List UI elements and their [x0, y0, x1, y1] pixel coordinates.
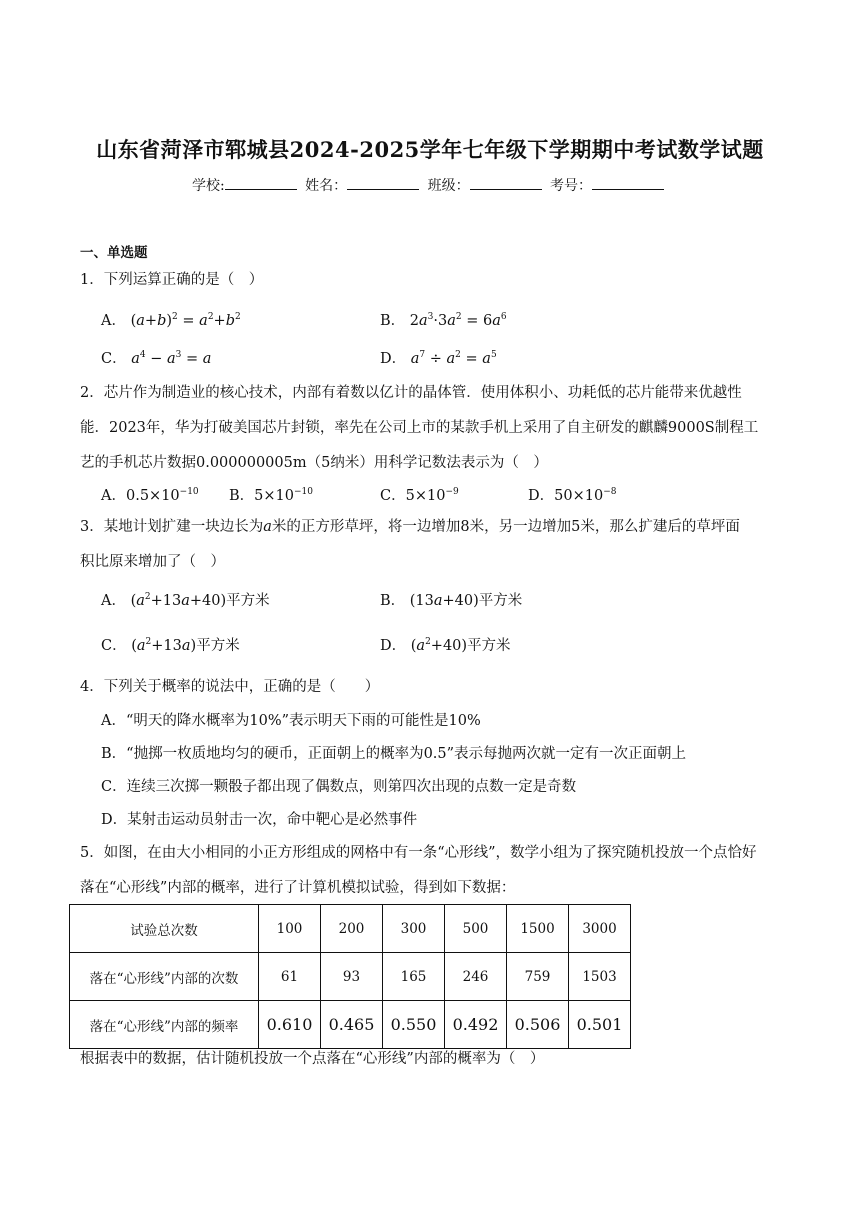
q4-option-d: D．某射击运动员射击一次，命中靶心是必然事件: [101, 812, 418, 828]
q1-stem: 1．下列运算正确的是（ ）: [80, 272, 264, 288]
class-label: 班级：: [427, 178, 470, 194]
table-cell: 61: [259, 953, 321, 1001]
page-title: 山东省菏泽市郓城县2024-2025学年七年级下学期期中考试数学试题: [96, 137, 764, 162]
table-cell: 300: [383, 905, 445, 953]
class-blank: [470, 177, 542, 190]
q1-option-a: A． $(a+b)^2 = a^2+b^2$: [101, 312, 241, 329]
q3-option-b: B． (13a+40)平方米: [380, 593, 523, 609]
q2-option-a: A．$0.5\times 10^{-10}$: [101, 487, 199, 504]
table-cell: 1500: [507, 905, 569, 953]
q1-option-c: C． $a^4 - a^3 = a$: [101, 350, 212, 367]
q1-option-b: B． $2a^3\cdot 3a^2 = 6a^6$: [380, 312, 507, 329]
table-row-head: 落在“心形线”内部的次数: [70, 953, 259, 1001]
q2-option-b: B．$5\times 10^{-10}$: [229, 487, 313, 504]
q4-option-a: A．“明天的降水概率为10%”表示明天下雨的可能性是10%: [101, 713, 481, 729]
q3-stem: 3．某地计划扩建一块边长为a米的正方形草坪，将一边增加8米，另一边增加5米，那么扩建后的草坪面 积比原来增加了（ ）: [80, 519, 740, 570]
student-info-line: [0, 175, 860, 195]
table-cell: 246: [445, 953, 507, 1001]
table-cell: 0.492: [445, 1001, 507, 1049]
q4-stem: 4．下列关于概率的说法中，正确的是（ ）: [80, 679, 380, 695]
table-row-head: 试验总次数: [70, 905, 259, 953]
table-cell: 1503: [569, 953, 631, 1001]
q2-stem: 2．芯片作为制造业的核心技术，内部有着数以亿计的晶体管．使用体积小、功耗低的芯片能带来优越性 能．2023年，华为打破美国芯片封锁，率先在公司上市的某款手机上采用了自主研发的麒麟9000S制程工 艺的手机芯片数据0.000000005m（5纳米）用科学记数法表示为（ ）: [80, 385, 759, 471]
q5-after-table: 根据表中的数据，估计随机投放一个点落在“心形线”内部的概率为（ ）: [80, 1051, 545, 1067]
q3-option-c: C． $(a^2+13a)$平方米: [101, 637, 240, 654]
table-cell: 500: [445, 905, 507, 953]
table-row: [70, 905, 631, 953]
q3-option-a: A． $(a^2+13a+40)$平方米: [101, 592, 270, 609]
section-heading: 一、单选题: [80, 245, 148, 261]
exam-no-blank: [592, 177, 664, 190]
q4-option-b: B．“抛掷一枚质地均匀的硬币，正面朝上的概率为0.5”表示每抛两次就一定有一次正面朝上: [101, 746, 687, 762]
school-blank: [225, 177, 297, 190]
exam-no-label: 考号：: [550, 178, 593, 194]
table-row: [70, 1001, 631, 1049]
table-cell: 100: [259, 905, 321, 953]
school-label: 学校:: [191, 178, 225, 194]
table-cell: 0.506: [507, 1001, 569, 1049]
name-blank: [347, 177, 419, 190]
q2-option-d: D．$50\times 10^{-8}$: [528, 487, 617, 504]
name-label: 姓名：: [305, 178, 348, 194]
table-cell: 93: [321, 953, 383, 1001]
table-cell: 0.550: [383, 1001, 445, 1049]
table-cell: 0.610: [259, 1001, 321, 1049]
table-cell: 0.501: [569, 1001, 631, 1049]
table-cell: 3000: [569, 905, 631, 953]
table-cell: 0.465: [321, 1001, 383, 1049]
q1-option-d: D． $a^7 \div a^2 = a^5$: [380, 350, 497, 367]
table-cell: 165: [383, 953, 445, 1001]
table-row-head: 落在“心形线”内部的频率: [70, 1001, 259, 1049]
q4-option-c: C．连续三次掷一颗骰子都出现了偶数点，则第四次出现的点数一定是奇数: [101, 779, 577, 795]
q2-option-c: C．$5\times 10^{-9}$: [380, 487, 459, 504]
q5-stem: 5．如图，在由大小相同的小正方形组成的网格中有一条“心形线”，数学小组为了探究随机投放一个点恰好 落在“心形线”内部的概率，进行了计算机模拟试验，得到如下数据：: [80, 845, 757, 896]
table-cell: 200: [321, 905, 383, 953]
data-table: [69, 904, 631, 1049]
table-row: [70, 953, 631, 1001]
table-cell: 759: [507, 953, 569, 1001]
q3-option-d: D． $(a^2+40)$平方米: [380, 637, 511, 654]
